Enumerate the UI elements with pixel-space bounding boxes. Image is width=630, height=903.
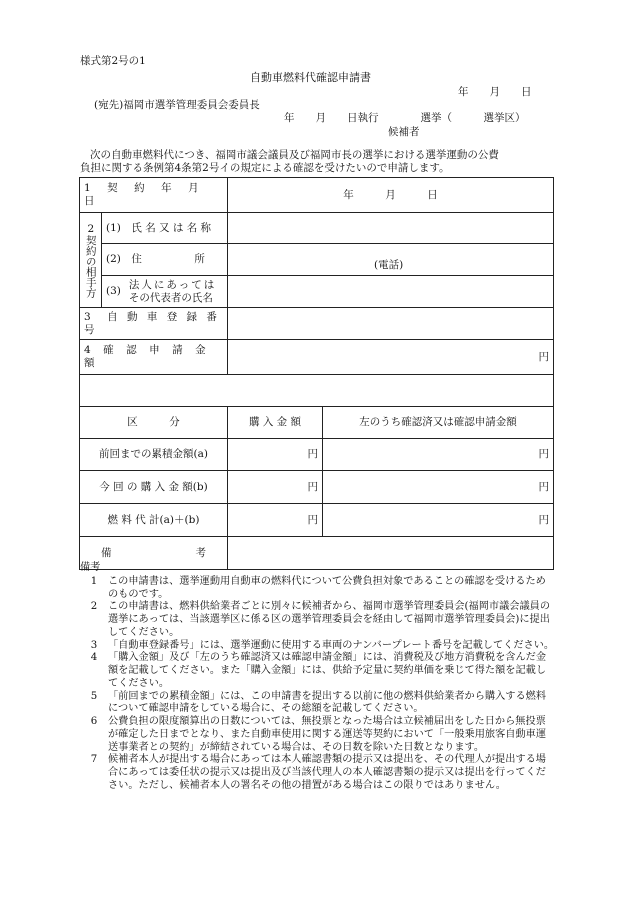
yen-unit: 円: [307, 448, 318, 461]
candidate-label: 候補者: [388, 126, 420, 138]
notes-title: 備考: [80, 562, 101, 573]
current-purchase-row: [80, 471, 554, 504]
representative-row: [80, 276, 554, 308]
address-field[interactable]: [228, 244, 554, 276]
vehicle-label: 3 自 動 車 登 録 番 号: [80, 308, 228, 340]
representative-label: [102, 276, 228, 308]
previous-total-row: [80, 439, 554, 471]
amount-label: 4 確 認 申 請 金 額: [80, 340, 228, 375]
vehicle-field[interactable]: [228, 308, 554, 340]
amount-field[interactable]: [228, 340, 554, 375]
fuel-total-row: [80, 504, 554, 537]
yen-unit: 円: [307, 480, 318, 493]
breakdown-header-row: [80, 407, 554, 439]
previous-total-confirmed[interactable]: [323, 439, 554, 471]
representative-field[interactable]: [228, 276, 554, 308]
note-item: 7 候補者本人が提出する場合にあっては本人確認書類の提示又は提出を、その代理人が提出する場合にあっては委任状の提示又は提出及び当該代理人の本人確認書類の提示又は提出を行ってください。ただし、候補者本人の署名その他の措置がある場合はこの限りではありません。: [90, 754, 546, 791]
note-item: 6 公費負担の限度額算出の日数については、無投票となった場合は立候補届出をした日から無投票が確定した日までとなり、また自動車使用に関する運送等契約において「一般乗用旅客自動車運送事業者との契約」が締結されている場合は、その日数を除いた日数となります。: [90, 716, 547, 753]
header-confirmed: 左のうち確認済又は確認申請金額: [323, 407, 554, 439]
form-number: 様式第2号の1: [80, 55, 146, 67]
yen-unit: 円: [307, 513, 318, 526]
fuel-total-confirmed[interactable]: [323, 504, 554, 537]
vehicle-row: [80, 308, 554, 340]
intro-line-1: 次の自動車燃料代につき、福岡市議会議員及び福岡市長の選挙における選挙運動の公費: [90, 149, 499, 161]
note-item: 2 この申請書は、燃料供給業者ごとに別々に候補者から、福岡市選挙管理委員会(福岡市議会議員の選挙にあっては、当該選挙区に係る区の選挙管理委員会を経由して福岡市選挙管理委員会)に提出してください。: [90, 601, 551, 638]
yen-unit: 円: [538, 480, 549, 493]
intro-line-2: 負担に関する条例第4条第2号イの規定による確認を受けたいので申請します。: [80, 162, 450, 174]
document-title: 自動車燃料代確認申請書: [250, 71, 371, 84]
addressee: (宛先)福岡市選挙管理委員会委員長: [94, 99, 260, 111]
yen-unit: 円: [538, 513, 549, 526]
blank-cell: [80, 375, 554, 407]
address-label: (2) 住 所: [102, 244, 228, 276]
name-label: (1) 氏 名 又 は 名 称: [102, 213, 228, 244]
header-category: 区 分: [80, 407, 228, 439]
amount-row: [80, 340, 554, 375]
phone-label: (電話): [374, 259, 404, 272]
note-item: 5 「前回までの累積金額」には、この申請書を提出する以前に他の燃料供給業者から購入する燃料について確認申請をしている場合に、その総額を記載してください。: [90, 690, 547, 715]
notes-section: [80, 562, 556, 793]
representative-label-line-2: その代表者の氏名: [128, 291, 213, 304]
contract-date-row: [80, 178, 554, 213]
representative-num: (3): [106, 285, 121, 298]
counterparty-label: 2契約の相手方: [80, 213, 102, 308]
address-row: [80, 244, 554, 276]
contract-date-field[interactable]: 年 月 日: [228, 178, 554, 213]
contract-date-label: 1 契 約 年 月 日: [80, 178, 228, 213]
yen-unit: 円: [538, 448, 549, 461]
note-item: 4 「購入金額」及び「左のうち確認済又は確認申請金額」には、消費税及び地方消費税を含んだ金額を記載してください。また「購入金額」には、供給予定量に契約単価を乗じて得た額を記載してください。: [90, 652, 547, 689]
name-row: [80, 213, 554, 244]
note-item: 1 この申請書は、選挙運動用自動車の燃料代について公費負担対象であることの確認を受けるためのものです。: [90, 575, 546, 600]
date-line: 年 月 日: [458, 86, 532, 98]
current-purchase-amount[interactable]: [228, 471, 323, 504]
fuel-total-label: 燃 料 代 計(a)＋(b): [80, 504, 228, 537]
election-line: 年 月 日執行 選挙（ 選挙区）: [284, 112, 526, 124]
previous-total-label: 前回までの累積金額(a): [80, 439, 228, 471]
current-purchase-label: 今 回 の 購 入 金 額(b): [80, 471, 228, 504]
name-field[interactable]: [228, 213, 554, 244]
blank-row: [80, 375, 554, 407]
current-purchase-confirmed[interactable]: [323, 471, 554, 504]
previous-total-purchase[interactable]: [228, 439, 323, 471]
fuel-total-purchase[interactable]: [228, 504, 323, 537]
application-table: [79, 177, 554, 570]
amount-yen: 円: [538, 350, 549, 363]
header-purchase: 購 入 金 額: [228, 407, 323, 439]
representative-label-line-1: 法人にあっては: [128, 278, 217, 291]
remarks-label: 備 考: [80, 537, 228, 570]
note-item: 3 「自動車登録番号」には、選挙運動に使用する車両のナンバープレート番号を記載してください。: [90, 639, 555, 651]
